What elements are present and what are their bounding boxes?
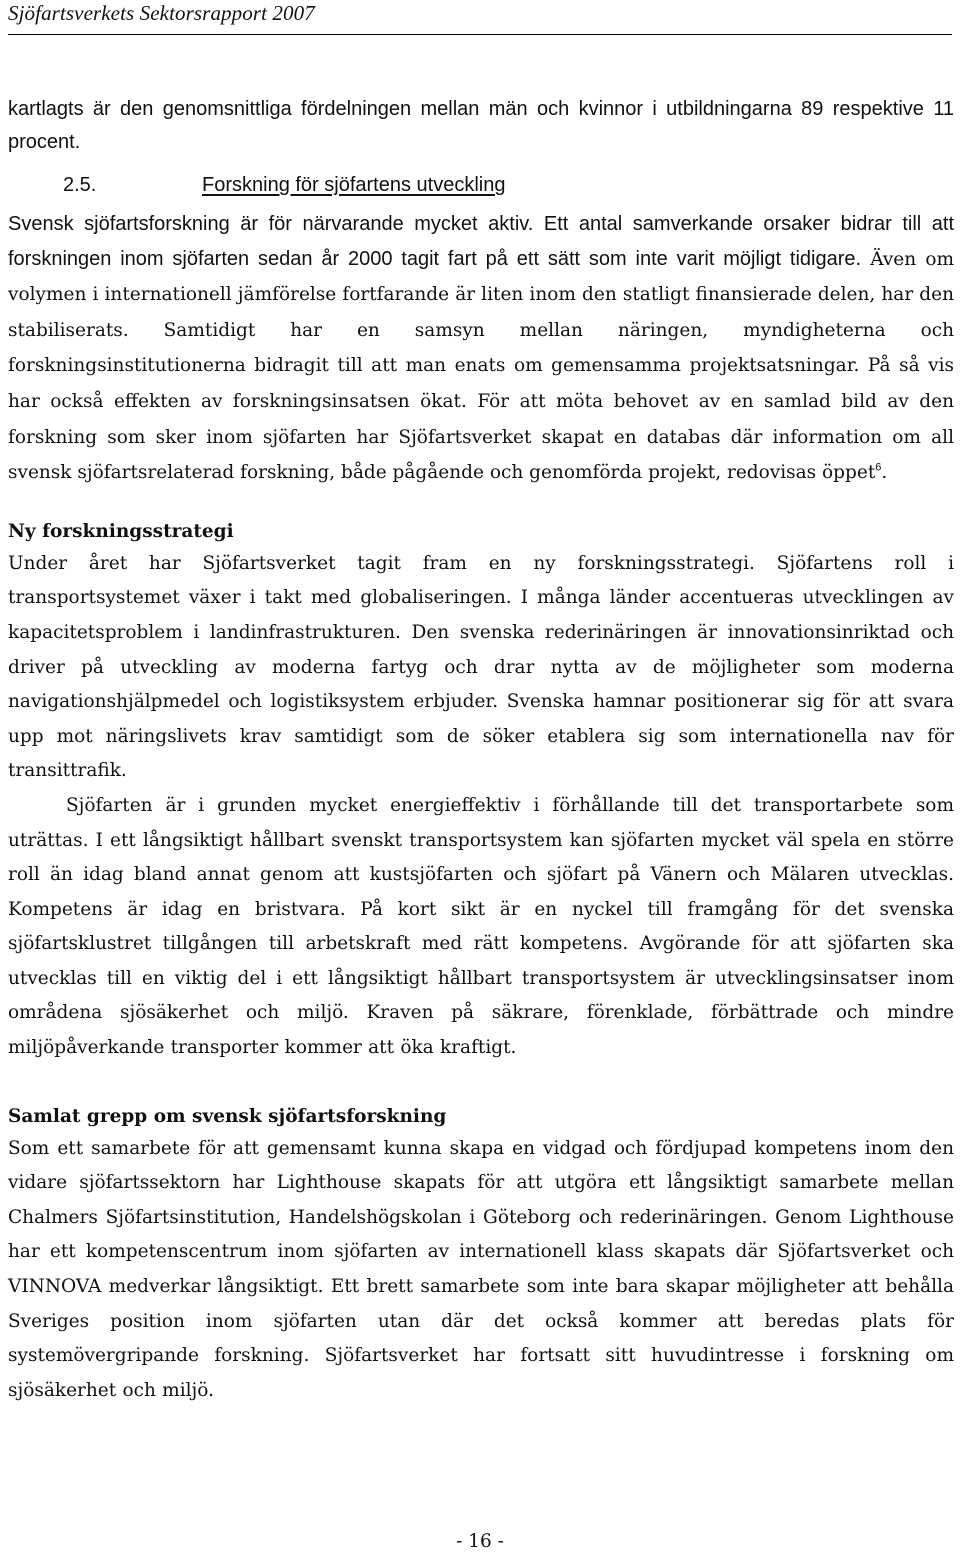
grepp-paragraph: Som ett samarbete för att gemensamt kunna skapa en vidgad och fördjupad kompetens inom den vidare sjöfartssektorn har Lighthouse skapats för att utgöra ett långsiktigt samarbete mellan Chalmers Sjöfartsinstitution, Handelshögskolan i Göteborg och rederinäringen. Genom Lighthouse har ett kompetenscentrum inom sjöfarten av internationell klass skapats där Sjöfartsverket och VINNOVA medverkar långsiktigt. Ett brett samarbete som inte bara skapar möjligheter att behålla Sveriges position inom sjöfarten utan där det också kommer att beredas plats för systemövergripande forskning. Sjöfartsverket har fortsatt sitt huvudintresse i forskning om sjösäkerhet och miljö. [8, 1137, 954, 1401]
strategy-paragraph-2: Sjöfarten är i grunden mycket energieffektiv i förhållande till det transportarbete som uträttas. I ett långsiktigt hållbart svenskt transportsystem kan sjöfarten mycket väl spela en större roll än idag bland annat genom att kustsjöfarten och sjöfart på Vänern och Mälaren utvecklas. Kompetens är idag en bristvara. På kort sikt är en nyckel till framgång för det svenska sjöfartsklustret tillgången till arbetskraft med rätt kompetens. Avgörande för att sjöfarten ska utvecklas till en viktig del i ett långsiktigt hållbart transportsystem är utvecklingsinsatser inom områdena sjösäkerhet och miljö. Kraven på säkrare, förenklade, förbättrade och mindre miljöpåverkande transporter kommer att öka kraftigt. [8, 794, 954, 1059]
header-divider [8, 34, 952, 35]
section-number: 2.5. [63, 174, 97, 196]
intro-paragraph: kartlagts är den genomsnittliga fördelningen mellan män och kvinnor i utbildningarna 89 respektive 11 procent. [8, 98, 954, 153]
section-title: Forskning för sjöfartens utveckling [202, 174, 506, 196]
research-sans-text: Svensk sjöfartsforskning är för närvarande mycket aktiv. Ett antal samverkande orsaker bidrar till att forskningen inom sjöfarten sedan år 2000 tagit fart på ett sätt som inte varit möjligt tidigare. [8, 213, 954, 270]
research-paragraph [8, 207, 954, 491]
running-header: Sjöfartsverkets Sektorsrapport 2007 [8, 1, 315, 25]
grepp-heading: Samlat grepp om svensk sjöfartsforskning [8, 1105, 447, 1127]
page-number: - 16 - [456, 1531, 504, 1552]
strategy-paragraph-1: Under året har Sjöfartsverket tagit fram en ny forskningsstrategi. Sjöfartens roll i transportsystemet växer i takt med globaliseringen. I många länder accentueras utvecklingen av kapacitetsproblem i landinfrastrukturen. Den svenska rederinäringen är innovationsinriktad och driver på utveckling av moderna fartyg och drar nytta av de möjligheter som moderna navigationshjälpmedel och logistiksystem erbjuder. Svenska hamnar positionerar sig för att svara upp mot näringslivets krav samtidigt som de söker etablera sig som internationella nav för transittrafik. [8, 552, 954, 782]
strategy-heading: Ny forskningsstrategi [8, 520, 234, 542]
spacer [8, 491, 954, 517]
research-end: . [881, 462, 888, 484]
page-body [8, 93, 954, 1408]
research-serif-text: Även om volymen i internationell jämförelse fortfarande är liten inom den statligt finansierade delen, har den stabiliserats. Samtidigt har en samsyn mellan näringen, myndigheterna och forskningsinstitutionerna bidragit till att man enats om gemensamma projektsatsningar. På så vis har också effekten av forskningsinsatsen ökat. För att möta behovet av en samlad bild av den forskning som sker inom sjöfarten har Sjöfartsverket skapat en databas där information om all svensk sjöfartsrelaterad forskning, både pågående och genomförda projekt, redovisas öppet [8, 248, 955, 484]
footnote-reference: 6 [875, 461, 882, 474]
section-heading [8, 171, 954, 199]
spacer [8, 1066, 954, 1102]
